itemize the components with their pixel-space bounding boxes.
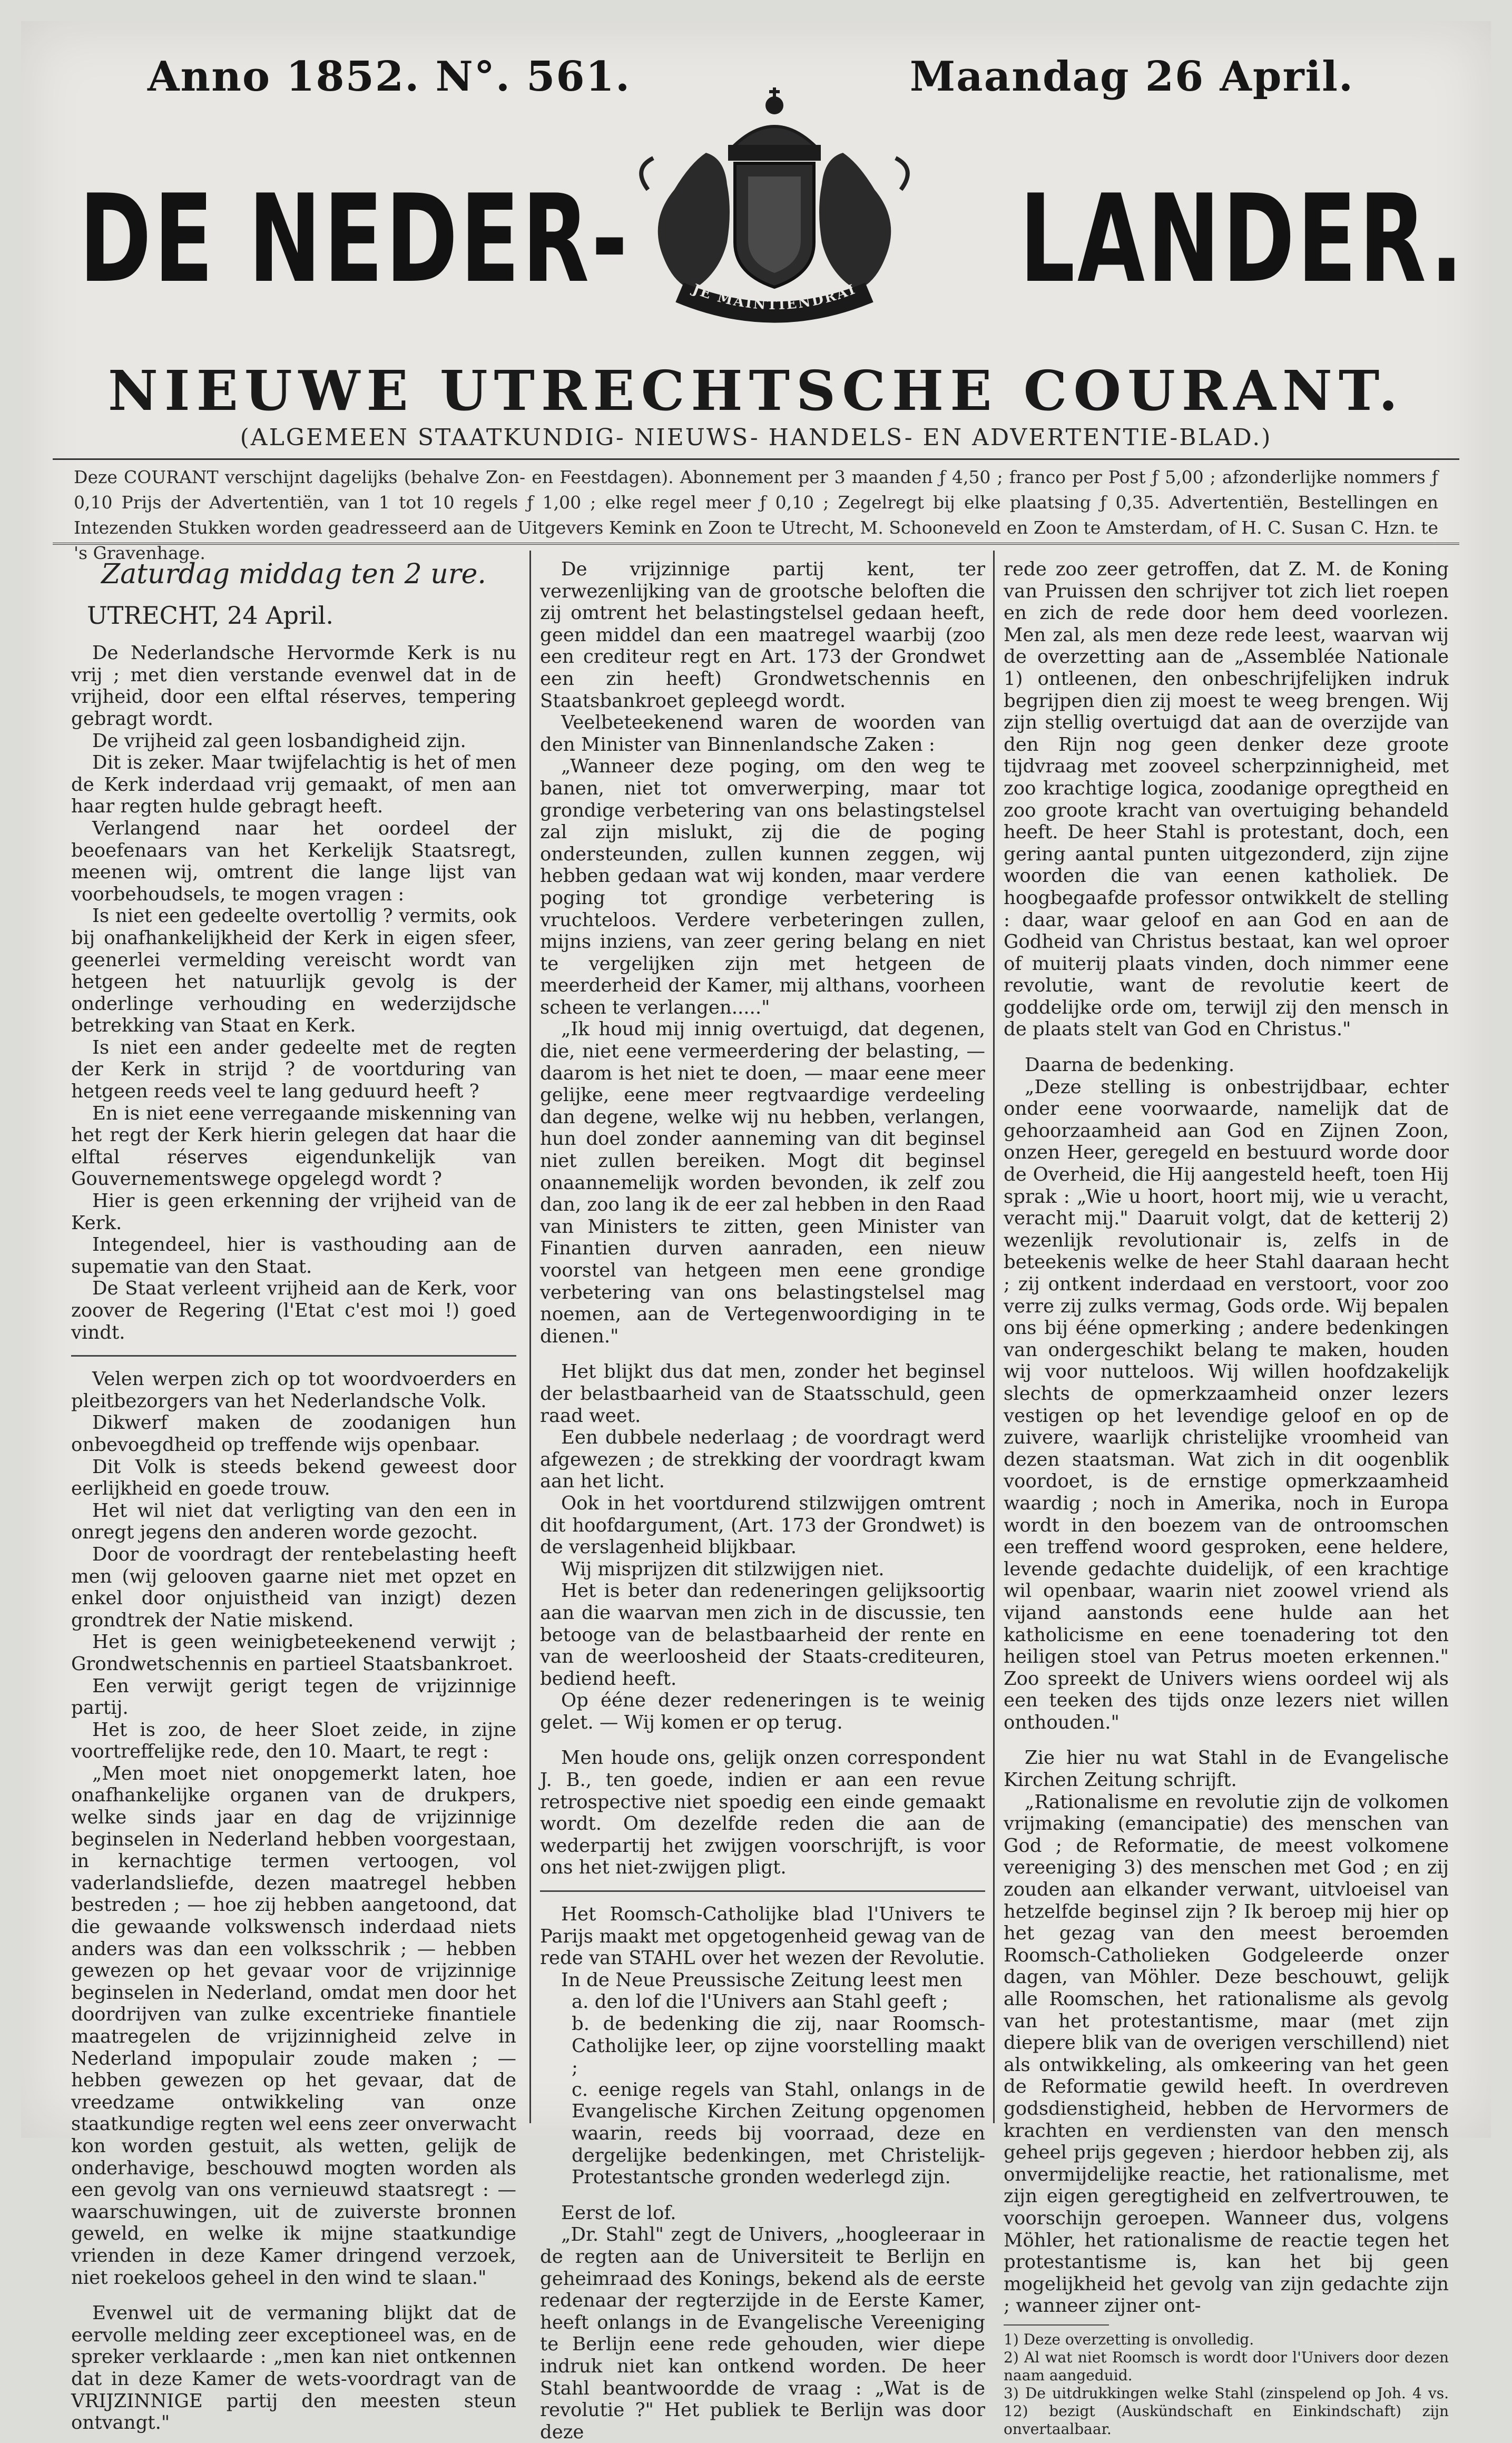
paper-subtitle: NIEUWE UTRECHTSCHE COURANT.	[107, 358, 1405, 423]
paragraph: Wij misprijzen dit stilzwijgen niet.	[561, 1558, 885, 1580]
title-left: DE NEDER-	[79, 169, 630, 310]
paragraph: Het wil niet dat verligting van den een in onregt jegens den anderen worde gezocht.	[71, 1499, 516, 1544]
quotation: „Dr. Stahl" zegt de Univers, „hoogleeraar in de regten aan de Universiteit te Berlijn en geheimraad des Konings, bekend als de eerste redenaar der regterzijde in de Eerste Kamer, heeft onlangs in de Evangelische Vereeniging te Berlijn eene rede gehouden, wier diepe indruk niet kan ontkend worden. De heer Stahl beantwoordde de vraag : „Wat is de revolutie ?" Het publiek te Berlijn was door deze	[540, 2224, 985, 2443]
paragraph: Is niet een ander gedeelte met de regten der Kerk in strijd ? de voortduring van hetgeen reeds veel te lang geduurd heeft ?	[71, 1036, 516, 1103]
list-item: a. den lof die l'Univers aan Stahl geeft ;	[572, 1991, 949, 2013]
footnote: 3) De uitdrukkingen welke Stahl (zinspelend op Joh. 4 vs. 12) bezigt (Auskündschaft en Einkindschaft) zijn onvertaalbaar.	[1004, 2384, 1449, 2438]
paragraph: Een dubbele nederlaag ; de voordragt werd afgewezen ; de strekking der voordragt kwam aan het licht.	[540, 1427, 985, 1493]
issue-date: Maandag 26 April.	[909, 53, 1354, 101]
paragraph: Daarna de bedenking.	[1025, 1054, 1235, 1076]
paragraph: Dikwerf maken de zoodanigen hun onbevoegdheid op treffende wijs openbaar.	[71, 1412, 516, 1456]
quotation: „Men moet niet onopgemerkt laten, hoe onafhankelijke organen van de drukpers, welke sinds jaar en dag de vrijzinnige beginselen in Nederland hebben voorgestaan, in kernachtige termen vertoogen, vol vaderlandsliefde, dezen maatregel hebben bestreden ; — hoe zij hebben aangetoond, dat die gewaande volkswensch inderdaad niets anders was dan een volksschrik ; — hebben gewezen op het gevaar voor de vrijzinnige beginselen in Nederland, omdat men door het doordrijven van zulke excentrieke finantiele maatregelen de vrijzinnigheid zelve in Nederland impopulair zoude maken ; — hebben gewezen op het gevaar, dat de vreedzame ontwikkeling van onze staatkundige regten wel eens zeer onverwacht kon worden gestuit, als wetten, gelijk de onderhavige, beschouwd mogten worden als een gevolg van ons vernieuwd staatsregt : — waarschuwingen, uit de zuiverste bronnen geweld, en welke ik mijne staatkundige vrienden in deze Kamer dringend verzoek, niet roekeloos geheel in den wind te slaan."	[71, 1762, 516, 2289]
list-item: b. de bedenking die zij, naar Roomsch-Catholijke leer, op zijne voorstelling maakt ;	[572, 2013, 985, 2079]
column-1	[71, 553, 516, 2434]
paragraph: Veelbeteekenend waren de woorden van den Minister van Binnenlandsche Zaken :	[540, 712, 985, 756]
paragraph: De Nederlandsche Hervormde Kerk is nu vrij ; met dien verstande evenwel dat in de vrijheid, door een elftal réserves, tempering gebragt wordt.	[71, 642, 516, 730]
paragraph: Zie hier nu wat Stahl in de Evangelische Kirchen Zeitung schrijft.	[1004, 1747, 1449, 1791]
header-double-rule	[53, 543, 1459, 548]
section-heading: Zaturdag middag ten 2 ure.	[101, 558, 486, 590]
paragraph: In de Neue Preussische Zeitung leest men	[561, 1969, 963, 1991]
subscription-notice: Deze COURANT verschijnt dagelijks (behalve Zon- en Feestdagen). Abonnement per 3 maanden ƒ 4,50 ; franco per Post ƒ 5,00 ; afzonderlijke nommers ƒ 0,10 Prijs der Advertentiën, van 1 tot 10 regels ƒ 1,00 ; elke regel meer ƒ 0,10 ; Zegelregt bij elke plaatsing ƒ 0,35. Advertentiën, Bestellingen en Intezenden Stukken worden geadresseerd aan de Uitgevers Kemink en Zoon te Utrecht, M. Schooneveld en Zoon te Amsterdam, of H. C. Susan C. Hzn. te 's Gravenhage.	[74, 467, 1438, 563]
column-divider	[529, 551, 531, 2123]
paragraph: Hier is geen erkenning der vrijheid van de Kerk.	[71, 1190, 516, 1234]
quotation: „Ik houd mij innig overtuigd, dat degenen, die, niet eene vermeerdering der belasting, — daarom is het niet te doen, — maar eene meer gelijke, eene meer regtvaardige verdeeling dan degene, welke wij nu hebben, verlangen, hun doel zonder aanneming van dit beginsel niet zullen bereiken. Mogt dit beginsel onaannemelijk worden bevonden, ik zelf zou dan, zoo lang ik de eer zal hebben in den Raad van Ministers te zitten, geen Minister van Finantien durven aanraden, een nieuw voorstel van hetgeen men eene grondige verbetering van ons belastingstelsel mag noemen, aan de Vertegenwoordiging in te dienen."	[540, 1018, 985, 1347]
masthead-rule	[53, 458, 1459, 460]
column-divider	[993, 551, 995, 2123]
paragraph: De vrijheid zal geen losbandigheid zijn.	[92, 730, 466, 752]
paragraph: rede zoo zeer getroffen, dat Z. M. de Koning van Pruissen den schrijver tot zich liet roepen en zich de rede door hem deed voorlezen. Men zal, als men deze rede leest, waarvan wij de overzetting aan de „Assemblée Nationale 1) ontleenen, den onbeschrijfelijken indruk begrijpen dien zij moest te weeg brengen. Wij zijn stellig overtuigd dat aan de overzijde van den Rijn nog geen denker deze groote tijdvraag met zooveel scherpzinnigheid, met zoo krachtige logica, zoodanige opregtheid en zoo groote kracht van overtuiging behandeld heeft. De heer Stahl is protestant, doch, een gering aantal punten uitgezonderd, zijn zijne woorden die van eenen katholiek. De hoogbegaafde professor ontwikkelt de stelling : daar, waar geloof en aan God en aan de Godheid van Christus bestaat, kan wel oproer of muiterij plaats vinden, doch nimmer eene revolutie, want de revolutie keert de goddelijke orde om, terwijl zij den mensch in de plaats stelt van God en Christus."	[1004, 558, 1449, 1041]
paragraph: Het blijkt dus dat men, zonder het beginsel der belastbaarheid van de Staatsschuld, geen raad weet.	[540, 1361, 985, 1427]
section-separator	[540, 1890, 985, 1892]
paper-description: (ALGEMEEN STAATKUNDIG- NIEUWS- HANDELS- EN ADVERTENTIE-BLAD.)	[240, 424, 1272, 451]
paragraph: Integendeel, hier is vasthouding aan de supematie van den Staat.	[71, 1234, 516, 1278]
paragraph: Verlangend naar het oordeel der beoefenaars van het Kerkelijk Staatsregt, meenen wij, omtrent die lange lijst van voorbehoudsels, te mogen vragen :	[71, 817, 516, 905]
footnotes	[1004, 2331, 1449, 2438]
paragraph: De vrijzinnige partij kent, ter verwezenlijking van de grootsche beloften die zij omtrent het belastingstelsel gedaan heeft, geen middel dan een maatregel waarbij (zoo een crediteur regt en Art. 173 der Grondwet een zin heeft) Grondwetschennis en Staatsbankroet gepleegd wordt.	[540, 558, 985, 712]
paragraph: De Staat verleent vrijheid aan de Kerk, voor zoover de Regering (l'Etat c'est moi !) goed vindt.	[71, 1278, 516, 1343]
dateline: UTRECHT, 24 April.	[87, 601, 333, 630]
paragraph: Velen werpen zich op tot woordvoerders en pleitbezorgers van het Nederlandsche Volk.	[71, 1368, 516, 1412]
column-2	[540, 558, 985, 2443]
paragraph: Het is beter dan redeneringen gelijksoortig aan die waarvan men zich in de discussie, ten betooge van de belastbaarheid der rente en van de weerloosheid der Staats-crediteuren, bediend heeft.	[540, 1580, 985, 1690]
paragraph: Dit Volk is steeds bekend geweest door eerlijkheid en goede trouw.	[71, 1456, 516, 1500]
footnote: 2) Al wat niet Roomsch is wordt door l'Univers door dezen naam aangeduid.	[1004, 2348, 1449, 2384]
paragraph: Dit is zeker. Maar twijfelachtig is het of men de Kerk inderdaad vrij gemaakt, of men aan haar regten hulde gebragt heeft.	[71, 752, 516, 818]
paragraph: Men houde ons, gelijk onzen correspondent J. B., ten goede, indien er aan een revue retrospective niet spoedig een einde gemaakt wordt. Om dezelfde reden die aan de wederpartij het zwijgen voorschrijft, is voor ons het niet-zwijgen pligt.	[540, 1747, 985, 1879]
footnote-rule	[1004, 2324, 1109, 2326]
paragraph: Het is geen weinigbeteekenend verwijt ; Grondwetschennis en partieel Staatsbankroet.	[71, 1631, 516, 1675]
title-right: LANDER.	[1019, 169, 1466, 310]
newspaper-page	[21, 21, 1491, 2443]
paragraph: Is niet een gedeelte overtollig ? vermits, ook bij onafhankelijkheid der Kerk in eigen sfeer, geenerlei vermelding vereischt wordt van hetgeen het natuurlijk gevolg is der onderlinge verhouding en wederzijdsche betrekking van Staat en Kerk.	[71, 905, 516, 1037]
paragraph: Het is zoo, de heer Sloet zeide, in zijne voortreffelijke rede, den 10. Maart, te regt :	[71, 1719, 516, 1763]
paragraph: Door de voordragt der rentebelasting heeft men (wij gelooven gaarne niet met opzet en enkel door onjuistheid van inzigt) dezen grondtrek der Natie miskend.	[71, 1543, 516, 1631]
column-3	[1004, 558, 1449, 2438]
quotation: „Wanneer deze poging, om den weg te banen, niet tot omverwerping, maar tot grondige verbetering van ons belastingstelsel zal zijn mislukt, zij die de poging ondersteunden, zullen kunnen zeggen, wij hebben gedaan wat wij konden, maar verdere poging tot grondige verbetering is vruchteloos. Verdere verbeteringen zullen, mijns inziens, van zeer gering belang en niet te vergelijken zijn met hetgeen de meerderheid der Kamer, mij althans, voorheen scheen te verlangen....."	[540, 756, 985, 1018]
quotation: „Rationalisme en revolutie zijn de volkomen vrijmaking (emancipatie) des menschen van God ; de Reformatie, de meest volkomene vereeniging 3) des menschen met God ; en zij zouden aan elkander verwant, uitvloeisel van hetzelfde beginsel zijn ? Ik beroep mij hier op het gezag van den meest beroemden Roomsch-Catholieken Godgeleerde onzer dagen, van Möhler. Deze beschouwt, gelijk alle Roomschen, het rationalisme als gevolg van het protestantisme, maar (met zijn diepere blik van de overigen verschillend) niet als ontwikkeling, als omkeering van het geen de Reformatie gewild heeft. In overdreven godsdienstigheid, hebben de Hervormers de krachten en verdiensten van den mensch geheel prijs gegeven ; hierdoor hebben zij, als onvermijdelijke reactie, het rationalisme, met zijn eigen geregtigheid en zelfvertrouwen, te voorschijn geroepen. Wanneer dus, volgens Möhler, het rationalisme de reactie tegen het protestantisme is, kan het bij geen mogelijkheid het gevolg van zijn gedachte zijn ; wanneer zijner ont-	[1004, 1791, 1449, 2317]
footnote: 1) Deze overzetting is onvolledig.	[1004, 2330, 1254, 2348]
issue-number: Anno 1852. N°. 561.	[148, 53, 631, 101]
list-item: c. eenige regels van Stahl, onlangs in de Evangelische Kirchen Zeitung opgenomen waarin, reeds bij voorraad, deze en dergelijke bedenkingen, met Christelijk-Protestantsche gronden wederlegd zijn.	[572, 2078, 985, 2189]
paragraph: Evenwel uit de vermaning blijkt dat de eervolle melding zeer exceptioneel was, en de spreker verklaarde : „men kan niet ontkennen dat in deze Kamer de wets-voordragt van de VRIJZINNIGE partij den meesten steun ontvangt."	[71, 2302, 516, 2434]
motto-text: JE MAINTIENDRAI	[690, 281, 859, 313]
coat-of-arms-logo	[601, 84, 948, 332]
section-separator	[71, 1355, 516, 1357]
paragraph: Eerst de lof.	[561, 2202, 676, 2224]
paragraph: Een verwijt gerigt tegen de vrijzinnige partij.	[71, 1675, 516, 1719]
paragraph: En is niet eene verregaande miskenning van het regt der Kerk hierin gelegen dat haar die elftal réserves eigendunkelijk van Gouvernementswege opgelegd wordt ?	[71, 1102, 516, 1190]
paragraph: Ook in het voortdurend stilzwijgen omtrent dit hoofdargument, (Art. 173 der Grondwet) is de verslagenheid blijkbaar.	[540, 1492, 985, 1558]
quotation: „Deze stelling is onbestrijdbaar, echter onder eene voorwaarde, namelijk dat de gehoorzaamheid aan God en Zijnen Zoon, onzen Heer, geregeld en bestuurd worde door de Overheid, die Hij aangesteld heeft, toen Hij sprak : „Wie u hoort, hoort mij, wie u veracht, veracht mij." Daaruit volgt, dat de ketterij 2) wezenlijk revolutionair is, zelfs in de beteekenis welke de heer Stahl daaraan hecht ; zij ontkent inderdaad en verstoort, voor zoo verre zij zulks vermag, Gods orde. Wij bepalen ons bij ééne opmerking ; andere bedenkingen van ondergeschikt belang te maken, houden wij voor nutteloos. Wij willen hoofdzakelijk slechts de opmerkzaamheid onzer lezers vestigen op het levendige geloof en op de zuivere, waarlijk christelijke vroomheid van dezen staatsman. Wat zich in dit oogenblik voordoet, is de ernstige opmerkzaamheid waardig ; noch in Amerika, noch in Europa wordt in den boezem van de ontroomschen een treffend woord gesproken, eene heldere, levende gedachte duidelijk, of een krachtige wil openbaar, waarin niet zoowel vriend als vijand aanstonds eene hulde aan het katholicisme en eene toenadering tot den heiligen stoel van Petrus moeten erkennen." Zoo spreekt de Univers wiens oordeel wij als een teeken des tijds onze lezers niet willen onthouden."	[1004, 1076, 1449, 1733]
paragraph: Het Roomsch-Catholijke blad l'Univers te Parijs maakt met opgetogenheid gewag van de rede van STAHL over het wezen der Revolutie.	[540, 1904, 985, 1969]
paragraph: Op ééne dezer redeneringen is te weinig gelet. — Wij komen er op terug.	[540, 1690, 985, 1733]
